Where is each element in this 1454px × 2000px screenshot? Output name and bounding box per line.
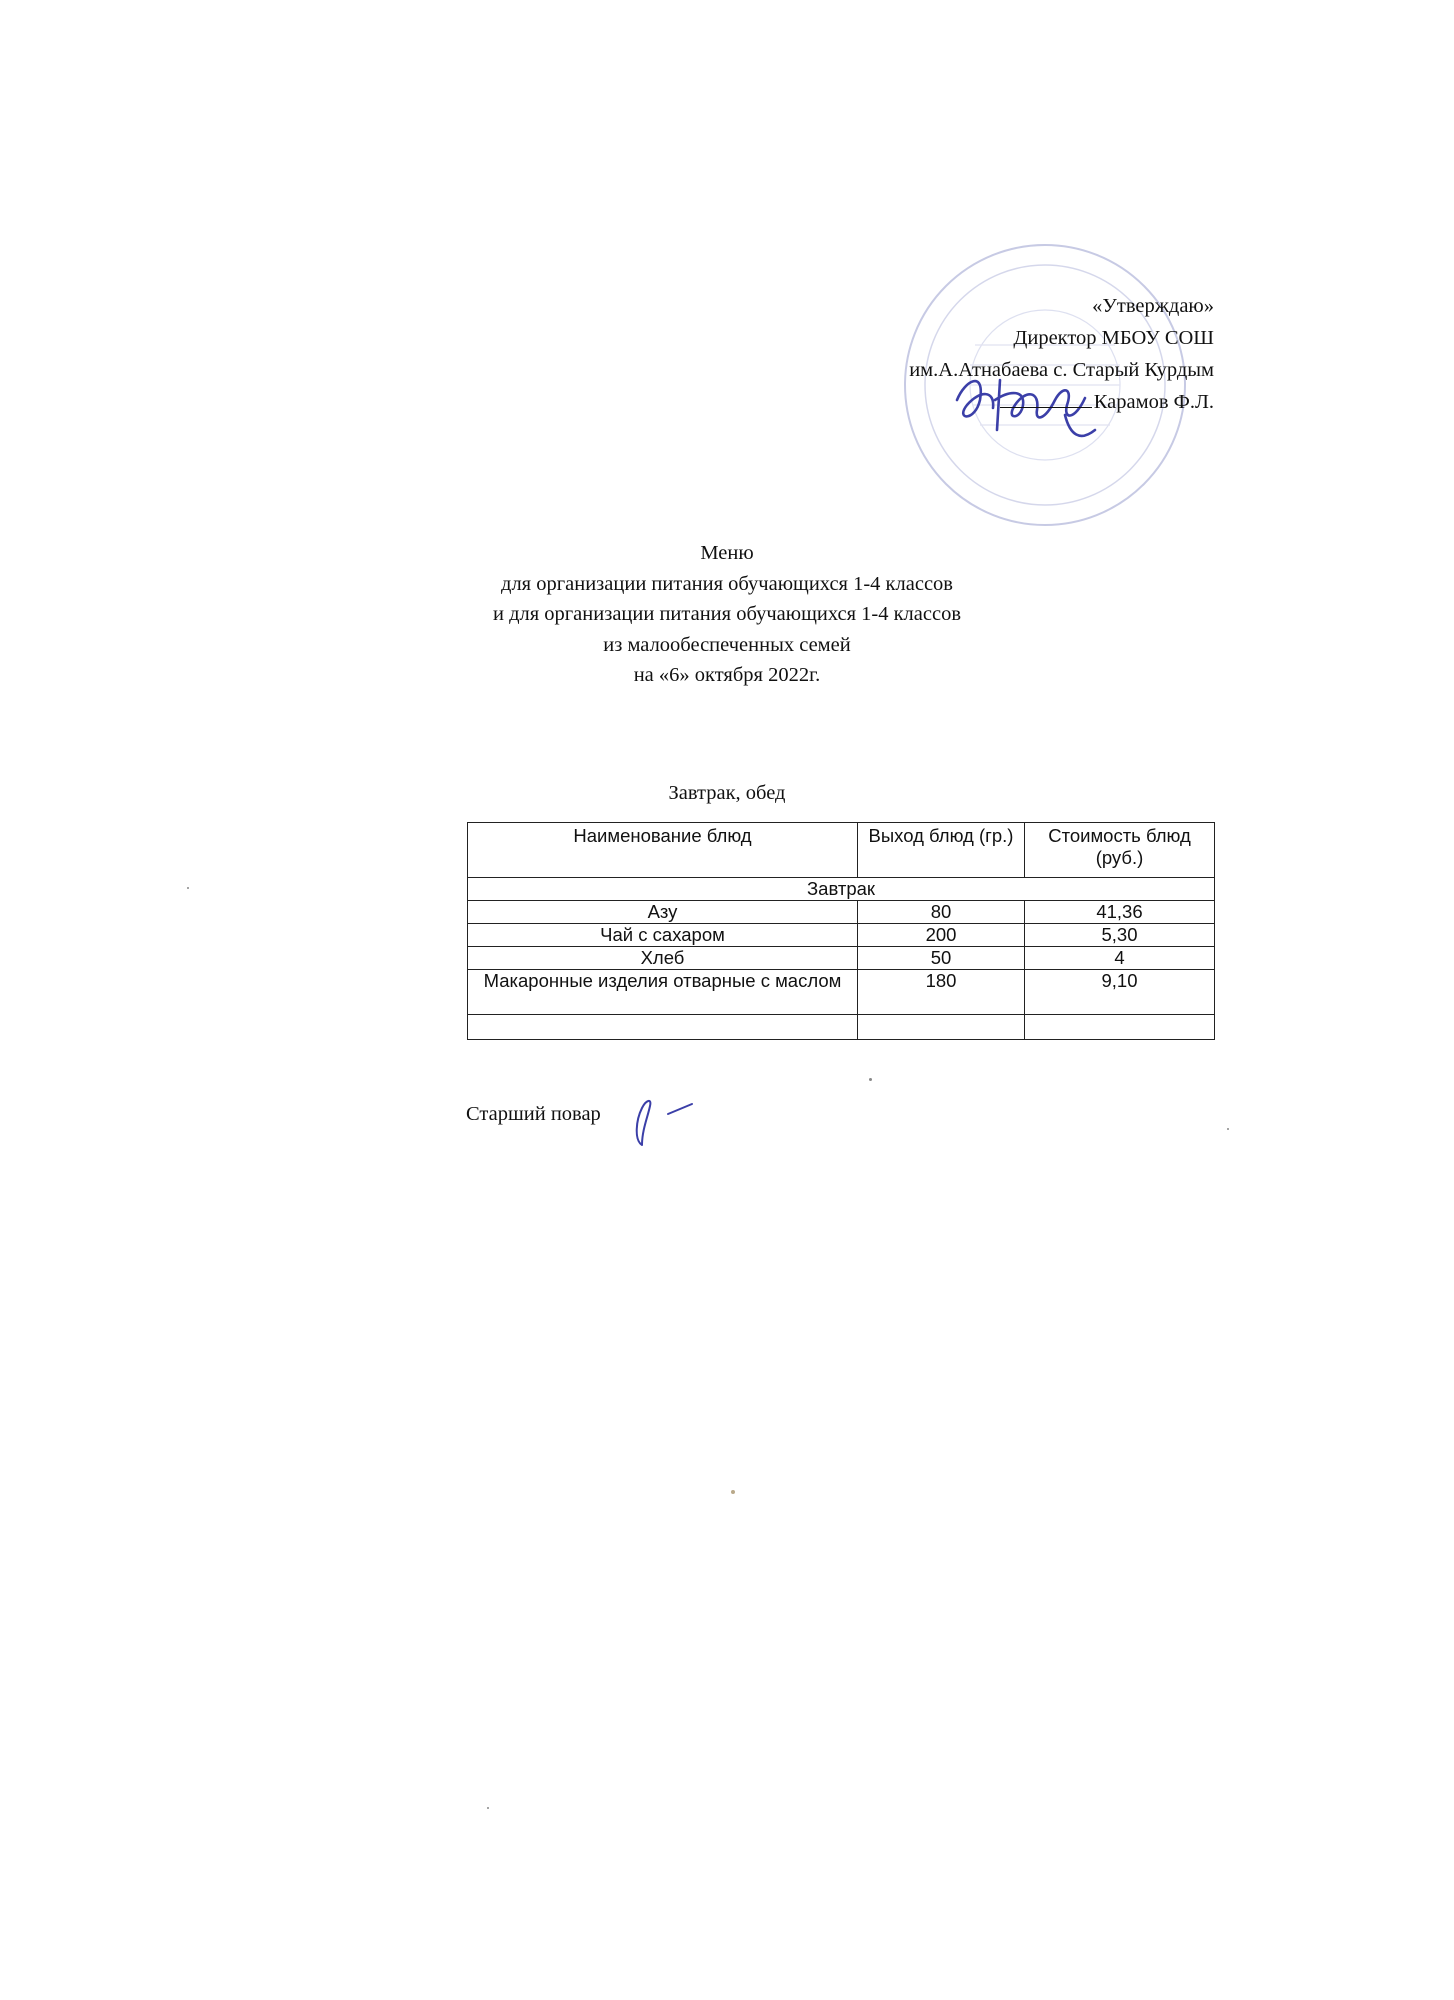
- scan-speck: [487, 1807, 489, 1809]
- header-weight: Выход блюд (гр.): [858, 823, 1025, 878]
- empty-row: [468, 1015, 1215, 1040]
- director-name: Карамов Ф.Л.: [1093, 391, 1214, 413]
- section-label: Завтрак: [468, 878, 1215, 901]
- table-row: [468, 901, 1215, 924]
- signature-blank: [1000, 407, 1092, 408]
- table-header-row: [468, 823, 1215, 878]
- approval-line-2: Директор МБОУ СОШ: [1013, 327, 1214, 349]
- empty-cell: [858, 1015, 1025, 1040]
- document-title: [0, 538, 1454, 691]
- dish-weight: 200: [858, 924, 1025, 947]
- cook-signature: [620, 1090, 710, 1150]
- dish-price: 5,30: [1025, 924, 1215, 947]
- dish-name: Чай с сахаром: [468, 924, 858, 947]
- approval-line-4: [909, 386, 1214, 418]
- dish-name: Макаронные изделия отварные с маслом: [468, 970, 858, 1015]
- title-line-1: Меню: [700, 542, 754, 564]
- scan-speck: [187, 887, 189, 889]
- dish-price: 4: [1025, 947, 1215, 970]
- menu-table: [467, 822, 1215, 1040]
- empty-cell: [1025, 1015, 1215, 1040]
- table-row: [468, 947, 1215, 970]
- dish-weight: 50: [858, 947, 1025, 970]
- dish-weight: 80: [858, 901, 1025, 924]
- title-line-5: на «6» октября 2022г.: [633, 664, 821, 686]
- approval-line-3: им.А.Атнабаева с. Старый Курдым: [909, 359, 1214, 381]
- scan-speck: [731, 1490, 735, 1494]
- empty-cell: [468, 1015, 858, 1040]
- cook-label: Старший повар: [466, 1103, 601, 1125]
- title-line-3: и для организации питания обучающихся 1-4 классов: [492, 603, 962, 625]
- scan-speck: [1227, 1128, 1229, 1130]
- dish-name: Хлеб: [468, 947, 858, 970]
- dish-price: 9,10: [1025, 970, 1215, 1015]
- table-row: [468, 924, 1215, 947]
- table-row: [468, 970, 1215, 1015]
- title-line-4: из малообеспеченных семей: [603, 633, 851, 656]
- meal-heading: Завтрак, обед: [668, 782, 786, 804]
- title-line-2: для организации питания обучающихся 1-4 классов: [501, 572, 953, 595]
- approval-line-1: «Утверждаю»: [1092, 295, 1214, 317]
- dish-name: Азу: [468, 901, 858, 924]
- dish-weight: 180: [858, 970, 1025, 1015]
- approval-block: [909, 290, 1214, 418]
- dish-price: 41,36: [1025, 901, 1215, 924]
- section-row: [468, 878, 1215, 901]
- header-price: Стоимость блюд (руб.): [1025, 823, 1215, 878]
- scan-speck: [869, 1078, 872, 1081]
- header-dish-name: Наименование блюд: [468, 823, 858, 878]
